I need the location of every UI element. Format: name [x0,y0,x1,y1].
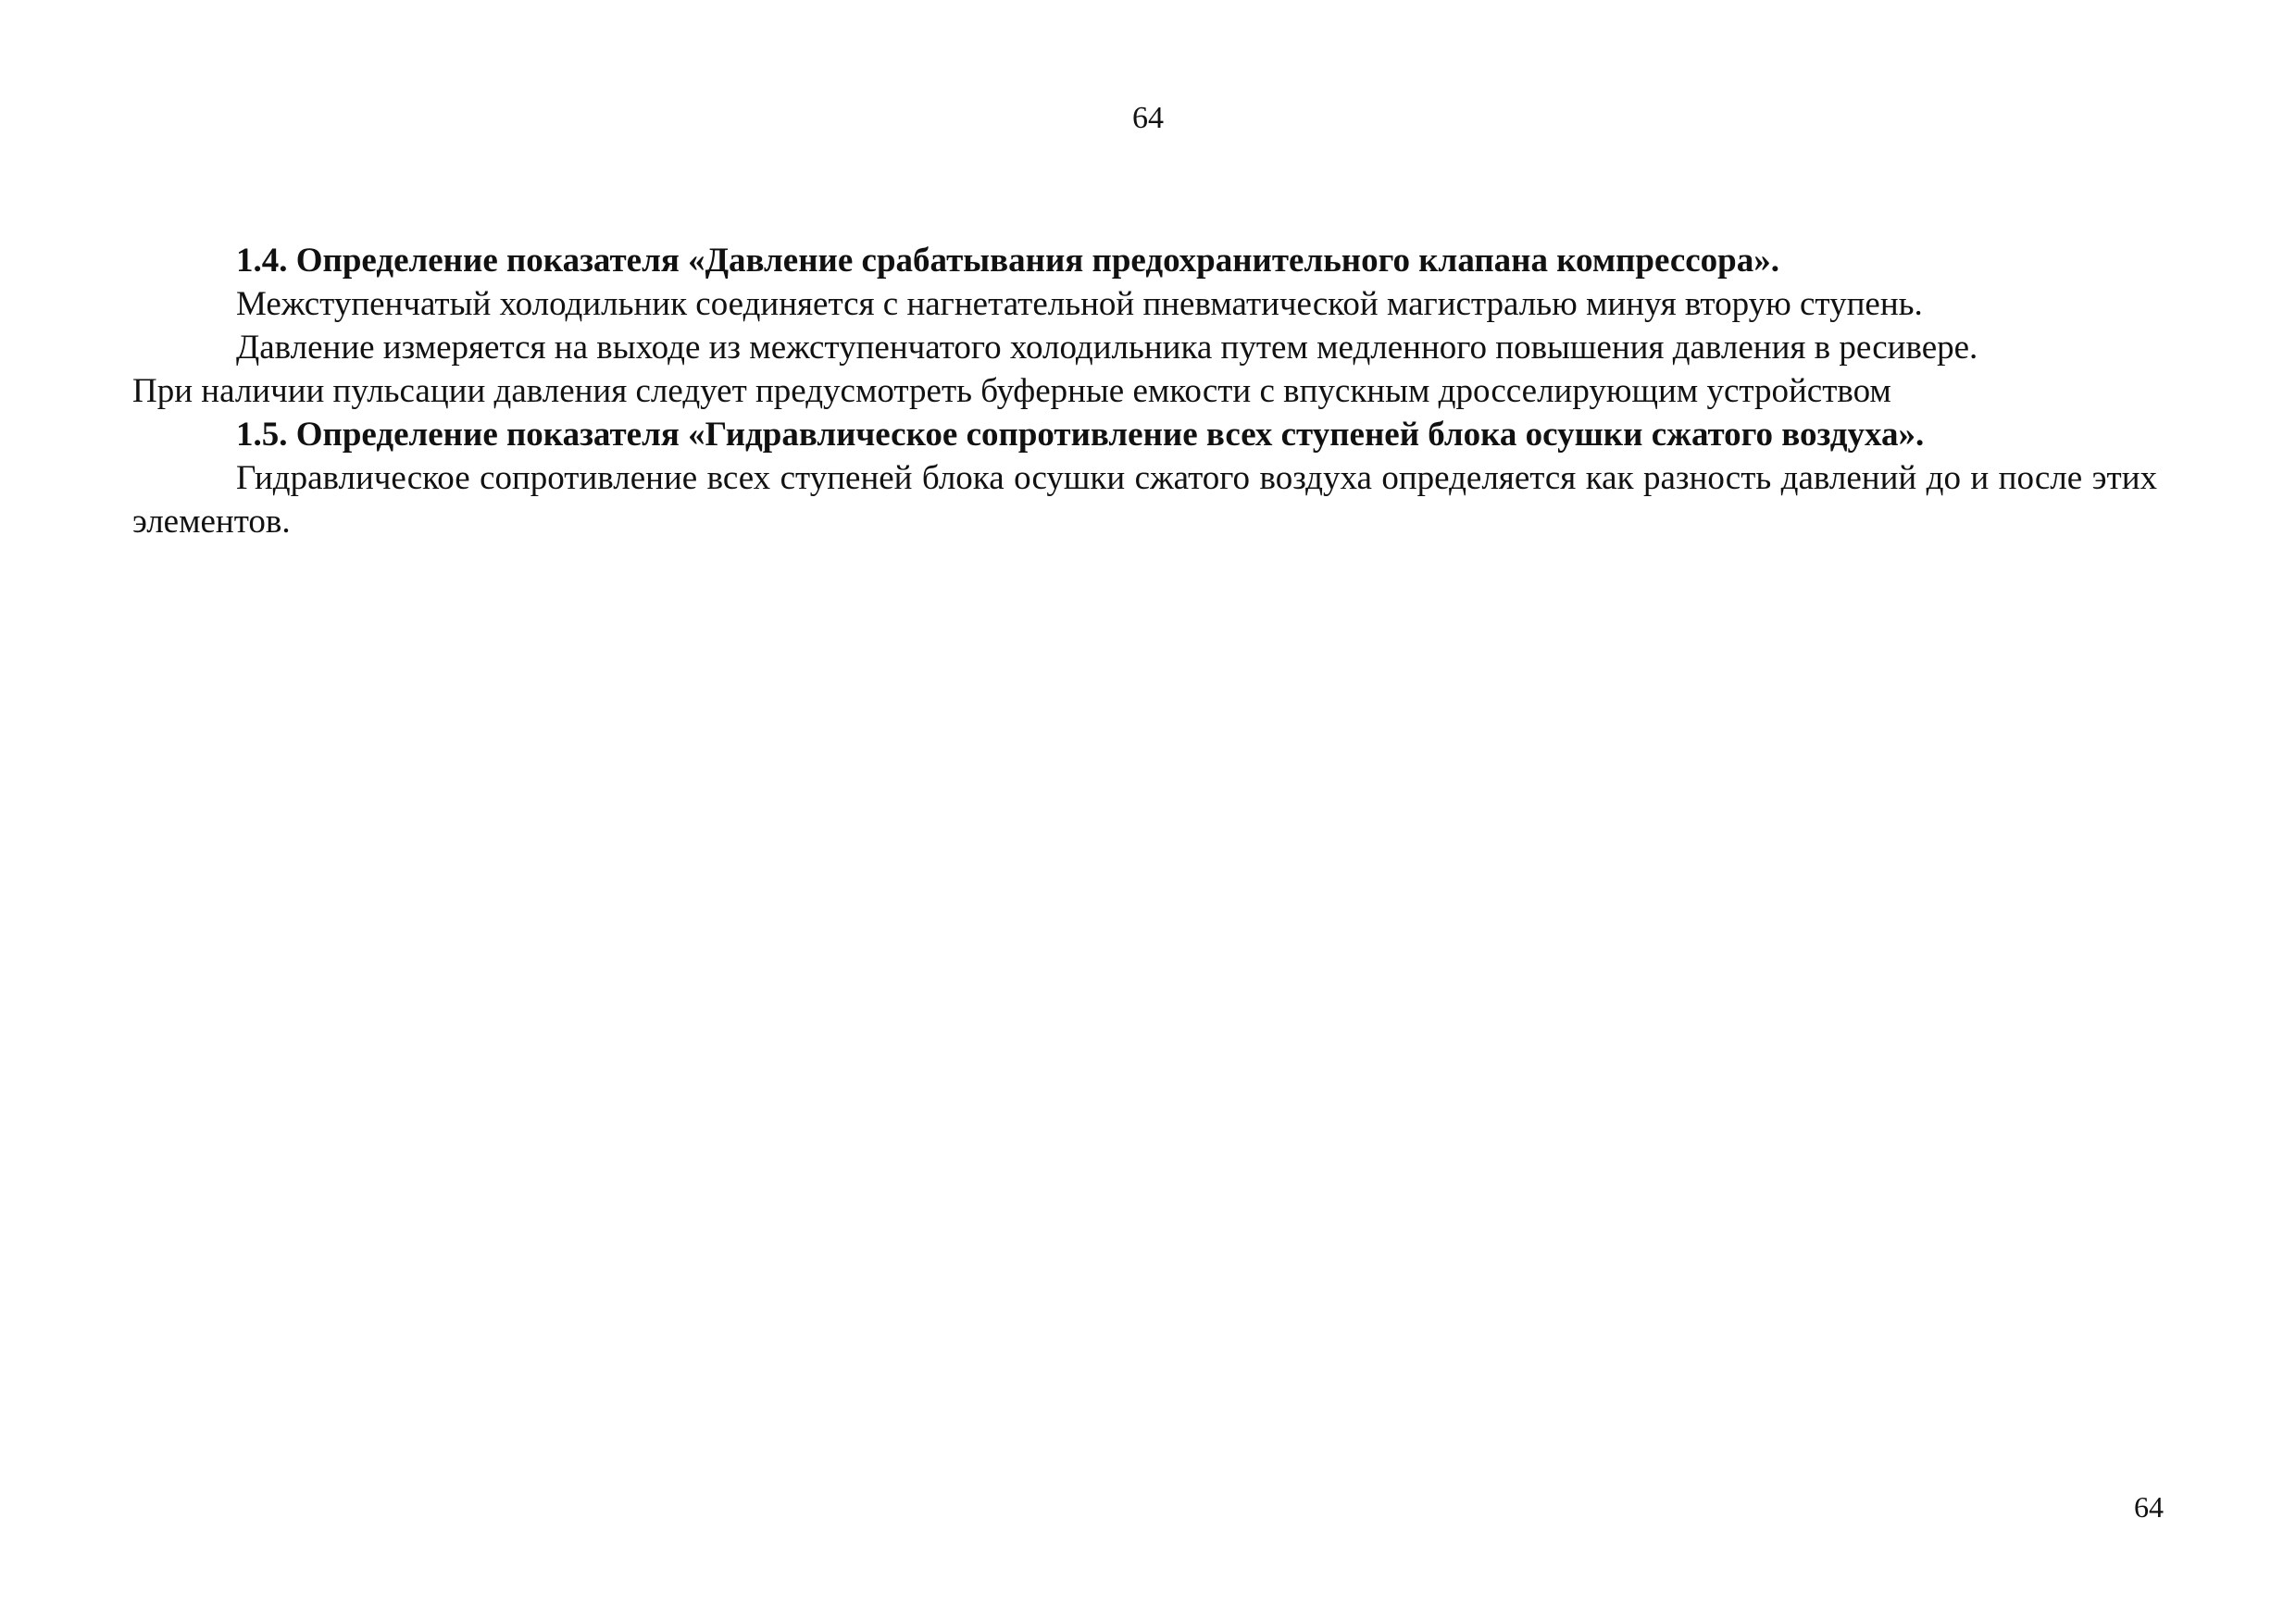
page-number-top: 64 [1132,101,1164,135]
section-1-4-paragraph-2: Давление измеряется на выходе из межступенчатого холодильника путем медленного повышения давления в ресивере. [236,329,1978,367]
section-1-4-paragraph-1: Межступенчатый холодильник соединяется с нагнетательной пневматической магистралью минуя вторую ступень. [236,285,1923,323]
document-body [132,239,2157,543]
section-1-5-paragraph-1: Гидравлическое сопротивление всех ступеней блока осушки сжатого воздуха определяется как разность давлений до и после этих элементов. [132,459,2157,541]
section-1-4-heading: 1.4. Определение показателя «Давление срабатывания предохранительного клапана компрессора». [236,242,1779,280]
page-number-bottom: 64 [2134,1490,2164,1524]
section-1-4-paragraph-3: При наличии пульсации давления следует предусмотреть буферные емкости с впускным дросселирующим устройством [132,372,1891,410]
section-1-5-heading: 1.5. Определение показателя «Гидравлическое сопротивление всех ступеней блока осушки сжатого воздуха». [236,416,1925,454]
